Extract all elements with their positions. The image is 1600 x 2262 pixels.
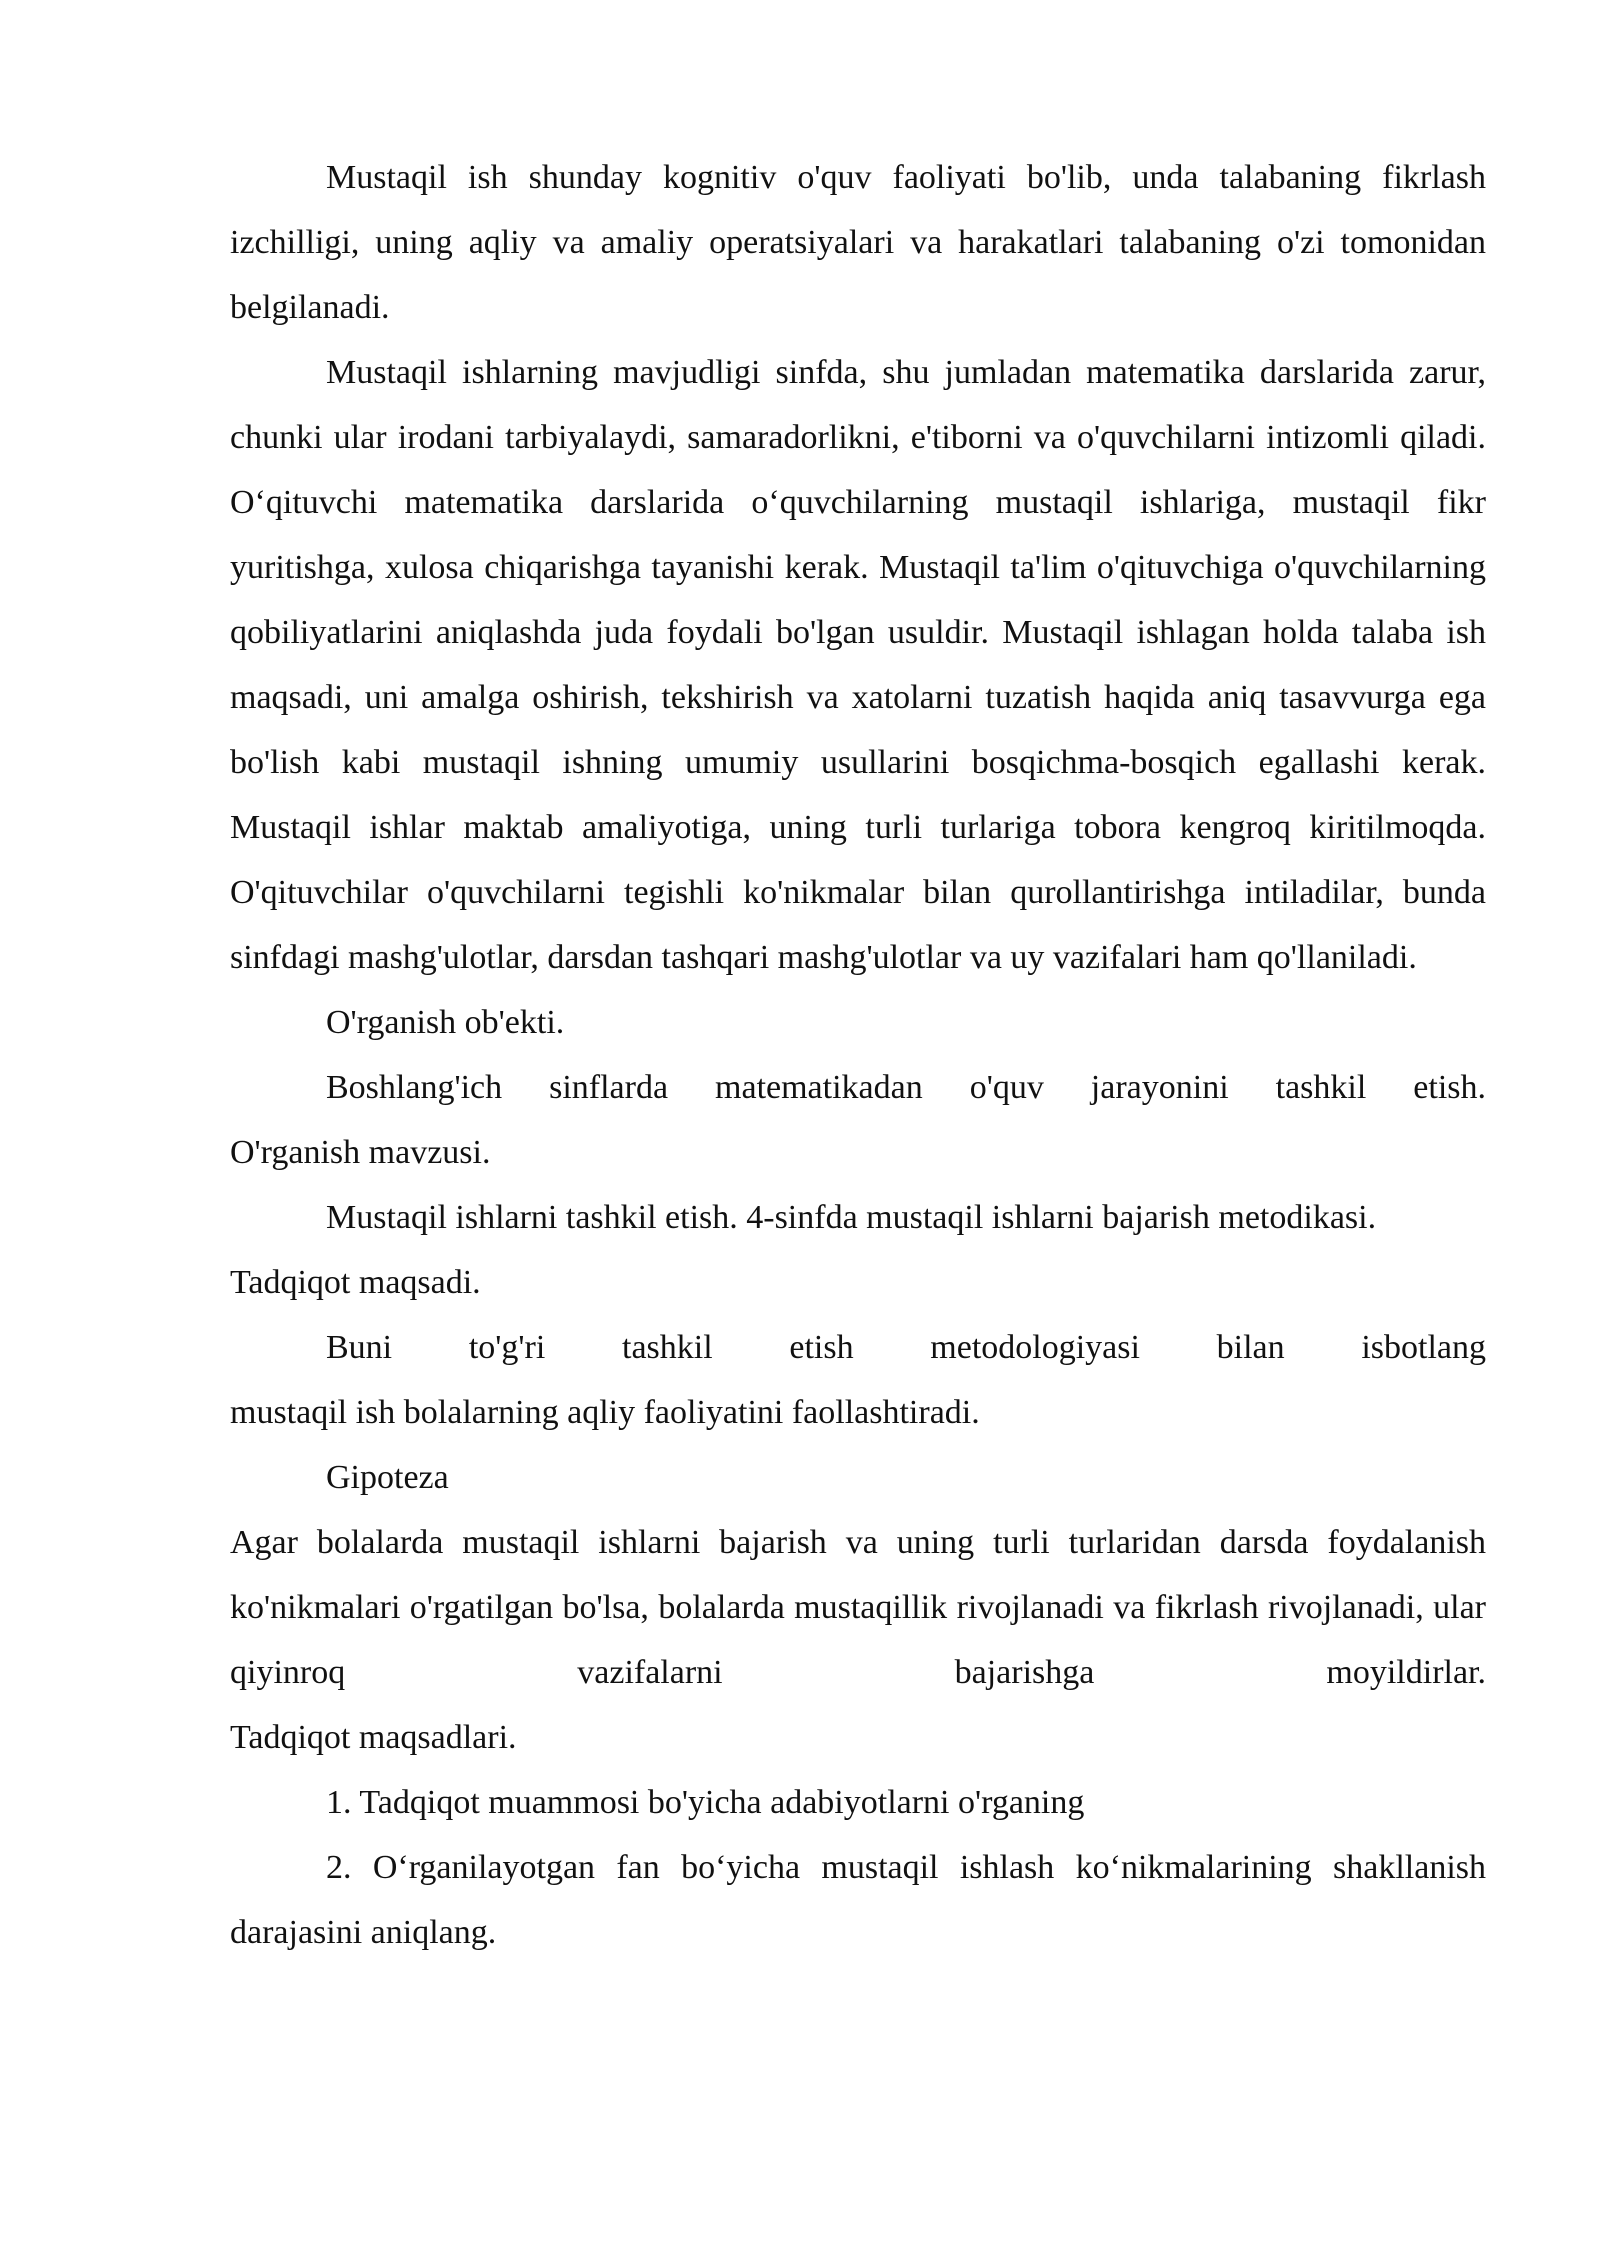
heading-objectives: Tadqiqot maqsadlari. xyxy=(230,1719,517,1756)
objective-item-2: 2. O‘rganilayotgan fan bo‘yicha mustaqil ishlash ko‘nikmalarining shakllanish darajasini aniqlang. xyxy=(230,1849,1486,1951)
paragraph-subject: Mustaqil ishlarni tashkil etish. 4-sinfda mustaqil ishlarni bajarish metodikasi. xyxy=(326,1199,1377,1236)
heading-hypothesis: Gipoteza xyxy=(326,1459,449,1496)
paragraph-hypothesis: Agar bolalarda mustaqil ishlarni bajarish va uning turli turlaridan darsda foydalanish ko'nikmalari o'rgatilgan bo'lsa, bolalarda mustaqillik rivojlanadi va fikrlash rivojlanadi, ular qiyinroq vazifalarni bajarishga moyildirlar. xyxy=(230,1524,1486,1691)
document-body xyxy=(230,145,1486,1965)
paragraph-aim-continued: mustaqil ish bolalarning aqliy faoliyatini faollashtiradi. xyxy=(230,1394,980,1431)
paragraph-practice: Mustaqil ishlar maktab amaliyotiga, uning turli turlariga tobora kengroq kiritilmoqda. O'qituvchilar o'quvchilarni tegishli ko'nikmalar bilan qurollantirishga intiladilar, bunda sinfdagi mashg'ulotlar, darsdan tashqari mashg'ulotlar va uy vazifalari ham qo'llaniladi. xyxy=(230,809,1486,976)
paragraph-object: Boshlang'ich sinflarda matematikadan o'quv jarayonini tashkil etish. xyxy=(326,1069,1486,1106)
heading-subject: O'rganish mavzusi. xyxy=(230,1134,491,1171)
paragraph-importance: Mustaqil ishlarning mavjudligi sinfda, shu jumladan matematika darslarida zarur, chunki ular irodani tarbiyalaydi, samaradorlikni, e'tiborni va o'quvchilarni intizomli qiladi. O‘qituvchi matematika darslarida o‘quvchilarning mustaqil ishlariga, mustaqil fikr yuritishga, xulosa chiqarishga tayanishi kerak. Mustaqil ta'lim o'qituvchiga o'quvchilarning qobiliyatlarini aniqlashda juda foydali bo'lgan usuldir. Mustaqil ishlagan holda talaba ish maqsadi, uni amalga oshirish, tekshirish va xatolarni tuzatish haqida aniq tasavvurga ega bo'lish kabi mustaqil ishning umumiy usullarini bosqichma-bosqich egallashi kerak. xyxy=(230,354,1486,781)
heading-aim: Tadqiqot maqsadi. xyxy=(230,1264,481,1301)
objective-item-1: 1. Tadqiqot muammosi bo'yicha adabiyotlarni o'rganing xyxy=(326,1784,1085,1821)
paragraph-aim: Buni to'g'ri tashkil etish metodologiyasi bilan isbotlang xyxy=(326,1329,1486,1366)
heading-object: O'rganish ob'ekti. xyxy=(326,1004,565,1041)
paragraph-definition: Mustaqil ish shunday kognitiv o'quv faoliyati bo'lib, unda talabaning fikrlash izchilligi, uning aqliy va amaliy operatsiyalari va harakatlari talabaning o'zi tomonidan belgilanadi. xyxy=(230,159,1486,326)
